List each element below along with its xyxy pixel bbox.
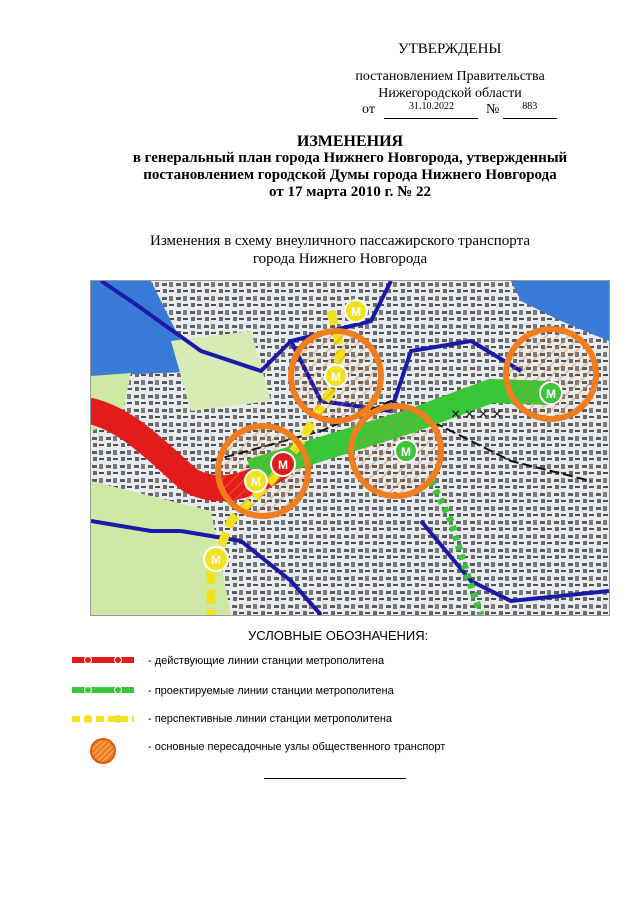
- station-glyph: М: [331, 370, 341, 384]
- approved-heading: УТВЕРЖДЕНЫ: [398, 41, 502, 57]
- title-line-3: постановлением городской Думы города Нижнего Новгорода: [143, 167, 557, 183]
- map-svg: [91, 281, 609, 615]
- station-marker-green-center: [395, 440, 417, 462]
- crossing-marks: × × × ×: [451, 406, 502, 423]
- title-line-1: ИЗМЕНЕНИЯ: [296, 133, 404, 150]
- station-glyph: М: [351, 305, 361, 319]
- station-glyph: М: [251, 475, 261, 489]
- closing-rule: [264, 778, 406, 779]
- scheme-subtitle: [90, 232, 590, 268]
- station-marker-green-east: [540, 382, 562, 404]
- station-marker-hub2: [325, 365, 347, 387]
- station-glyph: М: [401, 445, 411, 459]
- legend-item-projected: - проектируемые линии станции метрополитена: [148, 685, 394, 697]
- orange-hub-icon: [88, 736, 118, 766]
- transfer-hub-4: [506, 329, 596, 419]
- date-number-line: [362, 102, 557, 119]
- number-value: 883: [522, 101, 538, 112]
- legend-item-hubs: - основные пересадочные узлы общественного транспорт: [148, 741, 446, 753]
- approved-by-line1: постановлением Правительства: [355, 69, 545, 84]
- station-marker-north: [345, 300, 367, 322]
- approved-by-line2: Нижегородской области: [378, 86, 522, 101]
- station-marker-hub1: [245, 470, 267, 492]
- green-line-icon: [72, 686, 134, 694]
- number-prefix: №: [485, 102, 500, 117]
- transport-scheme-map: [90, 280, 610, 616]
- legend-item-perspective: - перспективные линии станции метрополитена: [148, 713, 393, 725]
- transfer-hub-1: [218, 426, 308, 516]
- document-title: [100, 133, 600, 201]
- date-value: 31.10.2022: [408, 101, 454, 112]
- station-glyph: М: [211, 553, 221, 567]
- title-line-4: от 17 марта 2010 г. № 22: [269, 184, 431, 200]
- date-prefix: от: [362, 102, 375, 117]
- title-line-2: в генеральный план города Нижнего Новгорода, утвержденный: [132, 150, 568, 166]
- legend-title: УСЛОВНЫЕ ОБОЗНАЧЕНИЯ:: [248, 628, 429, 643]
- station-glyph: М: [278, 458, 288, 472]
- station-marker-south: [204, 547, 228, 571]
- station-glyph: М: [546, 387, 556, 401]
- yellow-dashed-line-icon: [72, 715, 134, 723]
- legend-item-existing: - действующие линии станции метрополитена: [148, 655, 385, 667]
- date-slot: [384, 102, 478, 119]
- subtitle-line-2: города Нижнего Новгорода: [252, 251, 428, 267]
- red-line-icon: [72, 656, 134, 664]
- number-slot: [503, 102, 557, 119]
- station-marker-red: [271, 452, 295, 476]
- approved-by: [330, 68, 570, 102]
- subtitle-line-1: Изменения в схему внеуличного пассажирского транспорта: [149, 233, 530, 249]
